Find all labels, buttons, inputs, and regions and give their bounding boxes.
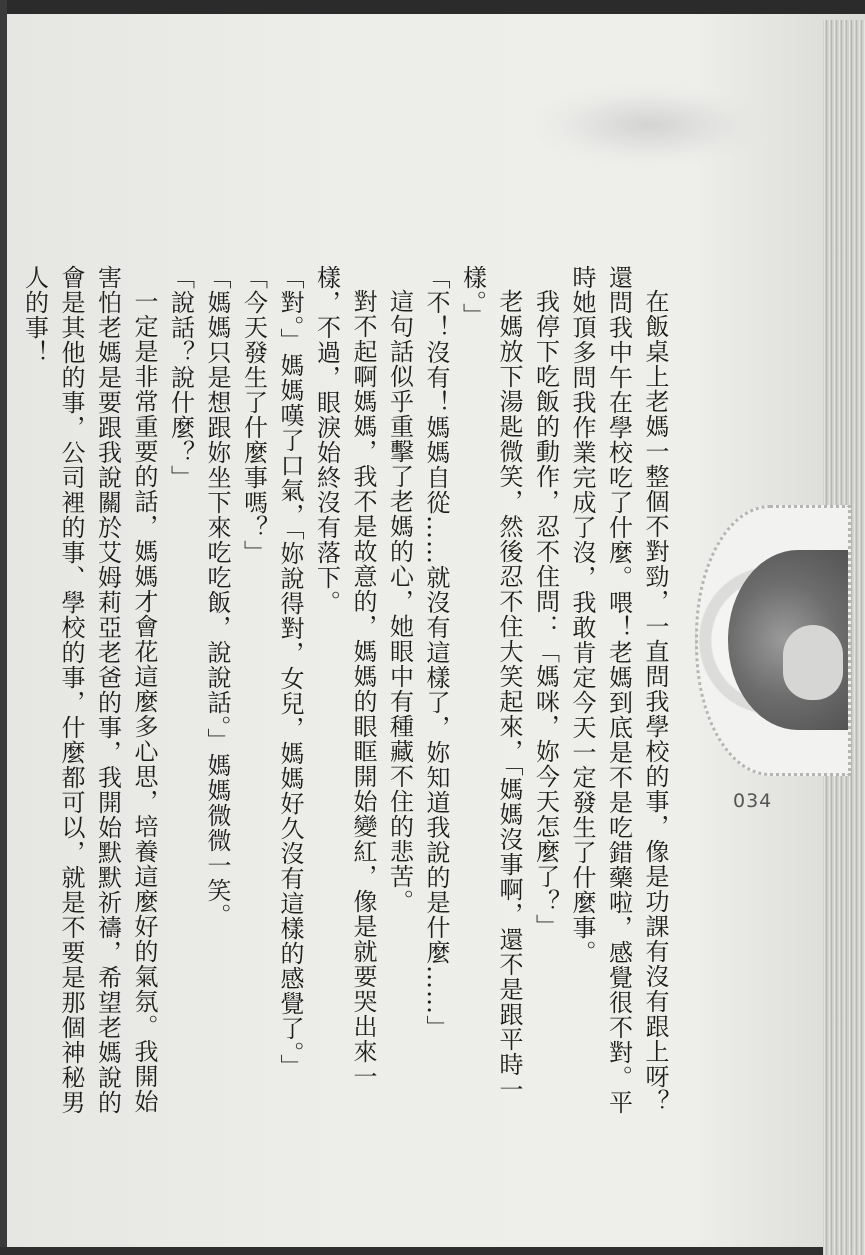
lace-frame-illustration [695, 505, 851, 776]
paragraph-5: 這句話似乎重擊了老媽的心，她眼中有種藏不住的悲苦。 [385, 289, 414, 914]
scan-border-top [0, 0, 865, 14]
paragraph-3: 老媽放下湯匙微笑，然後忍不住大笑起來，「媽媽沒事啊，還不是跟平時一樣。」 [458, 265, 523, 1102]
paragraph-8: 「今天發生了什麼事嗎？」 [239, 265, 268, 565]
chapter-header-decoration [535, 85, 765, 165]
paragraph-1: 在飯桌上老媽一整個不對勁，一直問我學校的事，像是功課有沒有跟上呀？還問我中午在學校吃了什麼。喂！老媽到底是不是吃錯藥啦，感覺很不對。平時她頂多問我作業完成了沒，我敢肯定今天一定發生了什麼事。 [568, 265, 669, 1115]
paragraph-11: 一定是非常重要的話，媽媽才會花這麼多心思，培養這麼好的氣氛。我開始害怕老媽是要跟我說關於艾姆莉亞老爸的事，我開始默默祈禱，希望老媽說的會是其他的事，公司裡的事、學校的事，什麼都可以，就是不要是那個神秘男人的事！ [20, 265, 158, 1115]
paragraph-9: 「媽媽只是想跟妳坐下來吃吃飯，說說話。」媽媽微微一笑。 [203, 265, 231, 928]
paragraph-2: 我停下吃飯的動作，忍不住問：「媽咪，妳今天怎麼了？」 [531, 289, 560, 939]
girl-portrait-illustration [728, 550, 851, 730]
body-text [20, 265, 673, 1115]
paragraph-4: 「不！沒有！媽媽自從……就沒有這樣了，妳知道我說的是什麼……」 [422, 265, 450, 1040]
scan-border-bottom [0, 1247, 865, 1255]
scan-border-left [0, 0, 7, 1255]
girl-face-illustration [783, 625, 843, 700]
page-number: 034 [733, 790, 773, 812]
paragraph-6: 對不起啊媽媽，我不是故意的，媽媽的眼眶開始變紅，像是就要哭出來一樣，不過，眼淚始終沒有落下。 [312, 265, 377, 1089]
paragraph-10: 「說話？說什麼？」 [166, 265, 195, 490]
paragraph-7: 「對。」媽媽嘆了口氣，「妳說得對，女兒，媽媽好久沒有這樣的感覺了。」 [276, 265, 304, 1079]
